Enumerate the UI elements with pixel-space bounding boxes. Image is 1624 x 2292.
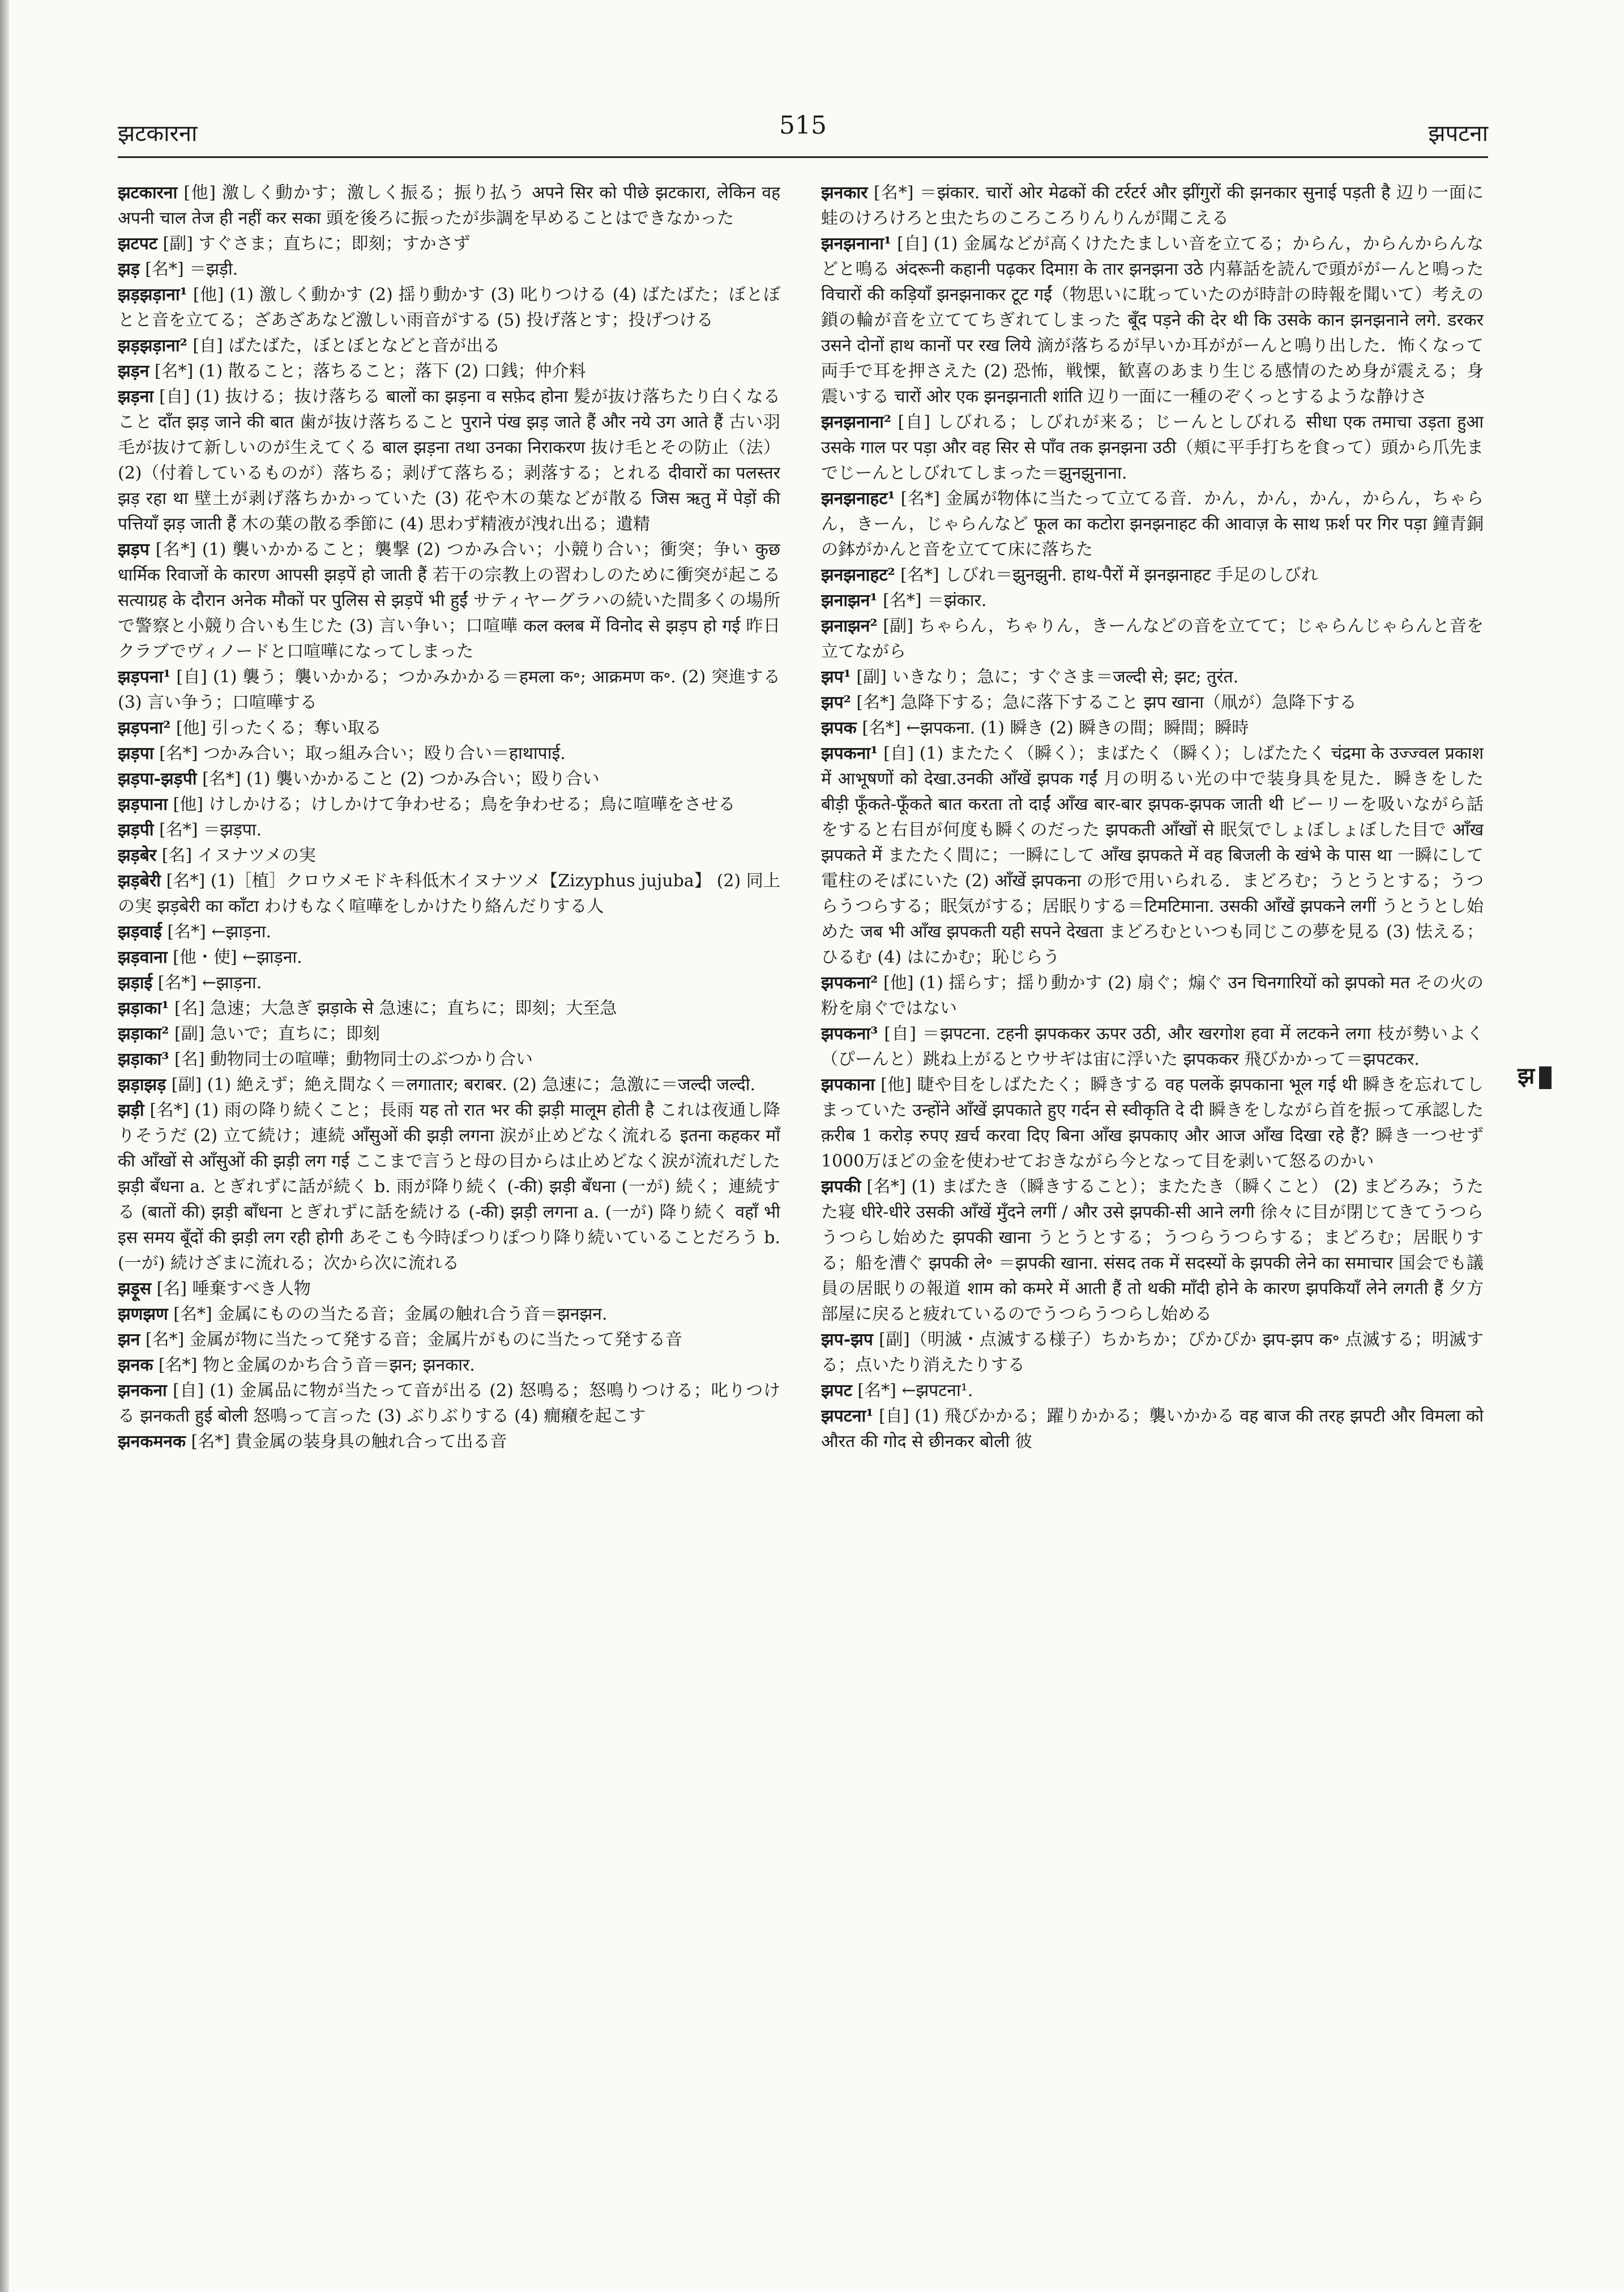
entry-definition: [他] 睫や目をしばたたく；瞬きする वह पलकें झपकाना भूल गई थी 瞬きを忘れてしまっていた उन्होंने आँखें झपकाते हुए गर्दन से स्वीकृति दे दी 瞬きをしながら首を振って承認した क़रीब 1 करोड़ रुपए ख़र्च करवा दिए बिना आँख झपकाए और आज आँख दिखा रहे हैं? 瞬き一つせず1000万ほどの金を使わせておきながら今となって目を剥いて怒るのかい	[821, 1075, 1484, 1171]
dictionary-entry	[821, 613, 1484, 664]
entry-definition: [他] (1) 揺らす；揺り動かす (2) 扇ぐ；煽ぐ उन चिनगारियों को झपको मत その火の粉を扇ぐではない	[821, 973, 1484, 1018]
dictionary-entry	[821, 1327, 1484, 1378]
dictionary-entry	[821, 1021, 1484, 1072]
dictionary-entry	[118, 1301, 780, 1327]
dictionary-entry	[821, 690, 1484, 715]
thumb-index-mark	[1539, 1066, 1552, 1089]
entry-headword: झपकना³	[821, 1024, 878, 1044]
dictionary-entry	[118, 358, 780, 384]
entry-definition: [名*] (1) 襲いかかること (2) つかみ合い；殴り合い	[202, 769, 600, 789]
entry-headword: झड़ूस	[118, 1279, 152, 1299]
dictionary-entry	[118, 817, 780, 843]
dictionary-entry	[118, 1429, 780, 1454]
entry-definition: [副]（明滅・点滅する様子）ちかちか；ぴかぴか झप-झप क॰ 点滅する；明滅する；点いたり消えたりする	[821, 1330, 1484, 1375]
dictionary-entry	[821, 970, 1484, 1021]
dictionary-entry	[821, 1072, 1484, 1174]
entry-definition: [副] ちゃらん，ちゃりん，きーんなどの音を立てて；じゃらんじゃらんと音を立てながら	[821, 616, 1484, 661]
entry-headword: झड़ाई	[118, 973, 153, 993]
entry-headword: झड़प	[118, 540, 149, 560]
entry-definition: [他] けしかける；けしかけて争わせる；鳥を争わせる；鳥に喧嘩をさせる	[173, 795, 736, 814]
dictionary-entry	[821, 180, 1484, 231]
dictionary-entry	[118, 919, 780, 945]
entry-headword: झनझनाहट¹	[821, 489, 895, 509]
entry-definition: [名*] 金属にものの当たる音；金属の触れ合う音＝झनझन.	[173, 1304, 608, 1324]
dictionary-entry	[118, 1021, 780, 1047]
entry-headword: झड़न	[118, 361, 149, 381]
dictionary-entry	[118, 868, 780, 919]
entry-definition: [自] (1) 飛びかかる；躍りかかる；襲いかかる वह बाज की तरह झपटी और विमला को औरत की गोद से छीनकर बोली 彼	[821, 1406, 1484, 1452]
entry-headword: झनकना	[118, 1381, 167, 1401]
dictionary-entry	[821, 409, 1484, 486]
entry-headword: झणझण	[118, 1304, 168, 1324]
dictionary-entry	[118, 664, 780, 715]
entry-definition: [名*] 急降下する；急に落下すること झप खाना（凧が）急降下する	[856, 693, 1357, 712]
entry-definition: [名] 唾棄すべき人物	[156, 1279, 311, 1299]
entry-definition: [名*] (1)［植］クロウメモドキ科低木イヌナツメ【Zizyphus jujuba】 (2) 同上の実 झड़बेरी का काँटा わけもなく喧嘩をしかけたり絡んだりする人	[118, 871, 780, 916]
dictionary-entry	[821, 741, 1484, 970]
entry-headword: झड़ी	[118, 1100, 144, 1120]
dictionary-entry	[118, 741, 780, 766]
entry-headword: झड़ाझड़	[118, 1075, 166, 1095]
entry-headword: झपकी	[821, 1177, 861, 1197]
entry-definition: [名*] (1) まばたき（瞬きすること）；またたき（瞬くこと） (2) まどろみ；うたた寝 धीरे-धीरे उसकी आँखें मुँदने लगीं / और उसे झपकी-सी आने लगी 徐々に目が閉じてきてうつらうつらし始めた झपकी खाना うとうとする；うつらうつらする；まどろむ；居眠りする；船を漕ぐ झपकी ले॰ ＝झपकी खाना. संसद तक में सदस्यों के झपकी लेने का समाचार 国会でも議員の居眠りの報道 शाम को कमरे में आती हैं तो थकी माँदी होने के कारण झपकियाँ लेने लगती हैं 夕方部屋に戻ると疲れているのでうつらうつらし始める	[821, 1177, 1484, 1324]
thumb-index-tab	[1518, 1059, 1591, 1093]
binding-edge	[0, 0, 9, 2292]
entry-headword: झपटना¹	[821, 1406, 874, 1426]
entry-headword: झप-झप	[821, 1330, 873, 1350]
entry-headword: झड़झड़ाना¹	[118, 285, 187, 305]
entry-definition: [名*] (1) 散ること；落ちること；落下 (2) 口銭；仲介料	[154, 361, 586, 381]
entry-definition: [他・使] ←झाड़ना.	[173, 947, 302, 967]
dictionary-entry	[118, 1098, 780, 1276]
entry-definition: [自] (1) 金属などが高くけたたましい音を立てる；からん，からんからんなどと鳴る अंदरूनी कहानी पढ़कर दिमाग़ के तार झनझना उठे 内幕話を読んで頭ががーんと鳴った विचारों की कड़ियाँ झनझनाकर टूट गईं（物思いに耽っていたのが時計の時報を聞いて）考えの鎖の輪が音を立ててちぎれてしまった बूँद पड़ने की देर थी कि उसके कान झनझनाने लगे. डरकर उसने दोनों हाथ कानों पर रख लिये 滴が落ちるが早いか耳ががーんと鳴り出した．怖くなって両手で耳を押さえた (2) 恐怖，戦慄，歓喜のあまり生じる感情のため身が震える；身震いする चारों ओर एक झनझनाती शांति 辺り一面に一種のぞくっとするような静けさ	[821, 234, 1484, 407]
entry-headword: झपकाना	[821, 1075, 875, 1095]
entry-headword: झड़पना²	[118, 718, 171, 738]
entry-headword: झपट	[821, 1381, 852, 1401]
entry-definition: [名*] ←झाड़ना.	[157, 973, 262, 993]
header-right-guide-word: झपटना	[1428, 121, 1488, 147]
entry-headword: झनझनाना¹	[821, 234, 891, 254]
entry-headword: झड़ाका²	[118, 1024, 169, 1044]
entry-headword: झड़	[118, 259, 140, 279]
dictionary-entry	[821, 231, 1484, 409]
dictionary-entry	[118, 1352, 780, 1378]
left-column	[118, 180, 780, 2162]
entry-headword: झड़बेर	[118, 846, 157, 865]
entry-definition: [副] (1) 絶えず；絶え間なく＝लगातार; बराबर. (2) 急速に；急激に＝जल्दी जल्दी.	[171, 1075, 756, 1095]
entry-definition: [副] すぐさま；直ちに；即刻；すかさず	[163, 234, 471, 254]
entry-definition: [自] ばたばた，ぼとぼとなどと音が出る	[193, 336, 501, 356]
entry-headword: झनक	[118, 1355, 153, 1375]
entry-definition: [名*] (1) 襲いかかること；襲撃 (2) つかみ合い；小競り合い；衝突；争い कुछ धार्मिक रिवाजों के कारण आपसी झड़पें हो जाती हैं 若干の宗教上の習わしのために衝突が起こる सत्याग्रह के दौरान अनेक मौकों पर पुलिस से झड़पें भी हुईं サティヤーグラハの続いた間多くの場所で警察と小競り合いも生じた (3) 言い争い；口喧嘩 कल क्लब में विनोद से झड़प हो गई 昨日クラブでヴィノードと口喧嘩になってしまった	[118, 540, 780, 661]
entry-headword: झन	[118, 1330, 140, 1350]
entry-headword: झपक	[821, 718, 857, 738]
entry-headword: झपकना¹	[821, 744, 878, 763]
entry-definition: [自] (1) 抜ける；抜け落ちる बालों का झड़ना व सफ़ेद होना 髪が抜け落ちたり白くなること दाँत झड़ जाने की बात 歯が抜け落ちること पुराने पंख झड़ जाते हैं और नये उग आते हैं 古い羽毛が抜けて新しいのが生えてくる बाल झड़ना तथा उनका निराकरण 抜け毛とその防止（法） (2)（付着しているものが）落ちる；剥げて落ちる；剥落する；とれる दीवारों का पलस्तर झड़ रहा था 壁土が剥げ落ちかかっていた (3) 花や木の葉などが散る जिस ऋतु में पेड़ों की पत्तियाँ झड़ जाती हैं 木の葉の散る季節に (4) 思わず精液が洩れ出る；遺精	[118, 387, 780, 534]
entry-definition: [名] 急速；大急ぎ झड़ाके से 急速に；直ちに；即刻；大至急	[174, 998, 617, 1018]
entry-headword: झटकारना	[118, 183, 178, 203]
dictionary-entry	[821, 715, 1484, 741]
entry-definition: [自] (1) 襲う；襲いかかる；つかみかかる＝हमला क॰; आक्रमण क॰. (2) 突進する (3) 言い争う；口喧嘩する	[118, 667, 780, 712]
entry-definition: [自] しびれる；しびれが来る；じーんとしびれる सीधा एक तमाचा उड़ता हुआ उसके गाल पर पड़ा और वह सिर से पाँव तक झनझना उठी（頬に平手打ちを食って）頭から爪先までじーんとしびれてしまった＝झुनझुनाना.	[821, 412, 1484, 483]
dictionary-entry	[118, 537, 780, 664]
dictionary-entry	[118, 996, 780, 1021]
dictionary-entry	[118, 1276, 780, 1301]
dictionary-entry	[118, 1047, 780, 1072]
entry-headword: झड़ाका³	[118, 1049, 169, 1069]
dictionary-entry	[821, 486, 1484, 562]
entry-headword: झपकना²	[821, 973, 878, 993]
entry-definition: [他] (1) 激しく動かす (2) 揺り動かす (3) 叱りつける (4) ばたばた；ぼとぼとと音を立てる；ざあざあなど激しい雨音がする (5) 投げ落とす；投げつける	[118, 285, 780, 330]
entry-headword: झड़बेरी	[118, 871, 161, 891]
entry-headword: झनाझन¹	[821, 591, 878, 611]
entry-definition: [名*] 貴金属の装身具の触れ合って出る音	[191, 1432, 507, 1452]
dictionary-entry	[118, 792, 780, 817]
dictionary-entry	[118, 384, 780, 537]
entry-definition: [副] 急いで；直ちに；即刻	[174, 1024, 380, 1044]
entry-definition: [名*] ←झपटना¹.	[857, 1381, 973, 1401]
entry-definition: [名] 動物同士の喧嘩；動物同士のぶつかり合い	[174, 1049, 533, 1069]
dictionary-entry	[118, 843, 780, 868]
page-number: 515	[779, 111, 827, 140]
header-rule	[118, 156, 1488, 158]
dictionary-entry	[821, 588, 1484, 613]
dictionary-entry	[118, 1072, 780, 1098]
dictionary-entry	[118, 257, 780, 282]
dictionary-entry	[118, 231, 780, 257]
entry-definition: [名] イヌナツメの実	[161, 846, 316, 865]
entry-headword: झड़ना	[118, 387, 154, 407]
entry-definition: [名*] 金属が物体に当たって立てる音．かん，かん，かん，からん，ちゃらん，きーん，じゃらんなど फूल का कटोरा झनझनाहट की आवाज़ के साथ फ़र्श पर गिर पड़ा 鐘青銅の鉢がかんと音を立てて床に落ちた	[821, 489, 1484, 560]
dictionary-entry	[118, 333, 780, 358]
header-left-guide-word: झटकारना	[118, 121, 198, 147]
entry-definition: [名*] (1) 雨の降り続くこと；長雨 यह तो रात भर की झड़ी मालूम होती है これは夜通し降りそうだ (2) 立て続け；連続 आँसुओं की झड़ी लगना 涙が止めどなく流れる इतना कहकर माँ की आँखों से आँसुओं की झड़ी लग गई ここまで言うと母の目からは止めどなく涙が流れだした झड़ी बँधना a. とぎれずに話が続く b. 雨が降り続く (-की) झड़ी बँधना (一が) 続く；連続する (बातों की) झड़ी बाँधना とぎれずに話を続ける (-की) झड़ी लगना a. (一が) 降り続く वहाँ भी इस समय बूँदों की झड़ी लग रही होगी あそこも今時ぽつりぽつり降り続いていることだろう b. (一が) 続けざまに流れる；次から次に流れる	[118, 1100, 780, 1273]
entry-headword: झड़पा-झड़पी	[118, 769, 197, 789]
entry-headword: झड़पा	[118, 744, 154, 763]
entry-headword: झड़वाई	[118, 922, 162, 942]
entry-headword: झड़पना¹	[118, 667, 171, 687]
entry-headword: झड़वाना	[118, 947, 168, 967]
dictionary-entry	[118, 1327, 780, 1352]
right-column	[821, 180, 1484, 2162]
thumb-index-letter: झ	[1518, 1062, 1535, 1089]
entry-definition: [名*] ＝झंकार.	[883, 591, 987, 611]
entry-definition: [名*] 金属が物に当たって発する音；金属片がものに当たって発する音	[145, 1330, 682, 1350]
entry-headword: झड़झड़ाना²	[118, 336, 187, 356]
entry-definition: [自] (1) またたく（瞬く）；まばたく（瞬く）；しばたたく चंद्रमा के उज्ज्वल प्रकाश में आभूषणों को देखा.उनकी आँखें झपक गईं 月の明るい光の中で装身具を見た．瞬きをした बीड़ी फूँकते-फूँकते बात करता तो दाईं आँख बार-बार झपक-झपक जाती थी ビーリーを吸いながら話をすると右目が何度も瞬くのだった झपकती आँखों से 眠気でしょぼしょぼした目で आँख झपकते में またたく間に；一瞬にして आँख झपकते में वह बिजली के खंभे के पास था 一瞬にして電柱のそばにいた (2) आँखें झपकना の形で用いられる．まどろむ；うとうとする；うつらうつらする；眠気がする；居眠りする＝टिमटिमाना. उसकी आँखें झपकने लगीं うとうとし始めた जब भी आँख झपकती यही सपने देखता まどろむといつも同じこの夢を見る (3) 怯える；ひるむ (4) はにかむ；恥じらう	[821, 744, 1484, 967]
entry-definition: [名*] ＝झड़पा.	[159, 820, 262, 840]
entry-definition: [名*] ←झपकना. (1) 瞬き (2) 瞬きの間；瞬間；瞬時	[862, 718, 1249, 738]
dictionary-entry	[821, 1378, 1484, 1403]
entry-definition: [名*] ＝झड़ी.	[145, 259, 238, 279]
entry-definition: [副] いきなり；急に；すぐさま＝जल्दी से; झट; तुरंत.	[856, 667, 1239, 687]
entry-headword: झड़ाका¹	[118, 998, 169, 1018]
dictionary-entry	[118, 1378, 780, 1429]
entry-definition: [自] (1) 金属品に物が当たって音が出る (2) 怒鳴る；怒鳴りつける；叱りつける झनकती हुई बोली 怒鳴って言った (3) ぶりぶりする (4) 癇癪を起こす	[118, 1381, 780, 1426]
entry-headword: झनकमनक	[118, 1432, 186, 1452]
page-header	[118, 111, 1488, 151]
dictionary-entry	[821, 562, 1484, 588]
entry-headword: झटपट	[118, 234, 157, 254]
dictionary-entry	[118, 766, 780, 792]
entry-headword: झनझनाहट²	[821, 565, 895, 585]
dictionary-entry	[821, 1403, 1484, 1454]
entry-headword: झनझनाना²	[821, 412, 891, 432]
dictionary-entry	[821, 1174, 1484, 1327]
entry-definition: [名*] つかみ合い；取っ組み合い；殴り合い＝हाथापाई.	[159, 744, 566, 763]
entry-definition: [名*] ←झाड़ना.	[167, 922, 272, 942]
dictionary-entry	[118, 945, 780, 970]
entry-definition: [他] 引ったくる；奪い取る	[176, 718, 382, 738]
dictionary-entry	[118, 715, 780, 741]
entry-headword: झनकार	[821, 183, 868, 203]
dictionary-entry	[118, 970, 780, 996]
dictionary-entry	[118, 282, 780, 333]
entry-headword: झप¹	[821, 667, 851, 687]
entry-headword: झड़पाना	[118, 795, 168, 814]
entry-definition: [名*] しびれ＝झुनझुनी. हाथ-पैरों में झनझनाहट 手足のしびれ	[900, 565, 1318, 585]
entry-definition: [名*] ＝झंकार. चारों ओर मेढकों की टर्रटर्र और झींगुरों की झनकार सुनाई पड़ती है 辺り一面に蛙のけろけろと虫たちのころころりんりんが聞こえる	[821, 183, 1484, 228]
entry-definition: [名*] 物と金属のかち合う音＝झन; झनकार.	[158, 1355, 475, 1375]
dictionary-entry	[118, 180, 780, 231]
entry-headword: झनाझन²	[821, 616, 878, 636]
entry-definition: [他] 激しく動かす；激しく振る；振り払う अपने सिर को पीछे झटकारा, लेकिन वह अपनी चाल तेज ही नहीं कर सका 頭を後ろに振ったが歩調を早めることはできなかった	[118, 183, 780, 228]
dictionary-entry	[821, 664, 1484, 690]
entry-definition: [自] ＝झपटना. टहनी झपककर ऊपर उठी, और खरगोश हवा में लटकने लगा 枝が勢いよく（ぴーんと）跳ね上がるとウサギは宙に浮いた झपककर 飛びかかって＝झपटकर.	[821, 1024, 1484, 1069]
entry-headword: झड़पी	[118, 820, 154, 840]
entry-headword: झप²	[821, 693, 851, 712]
